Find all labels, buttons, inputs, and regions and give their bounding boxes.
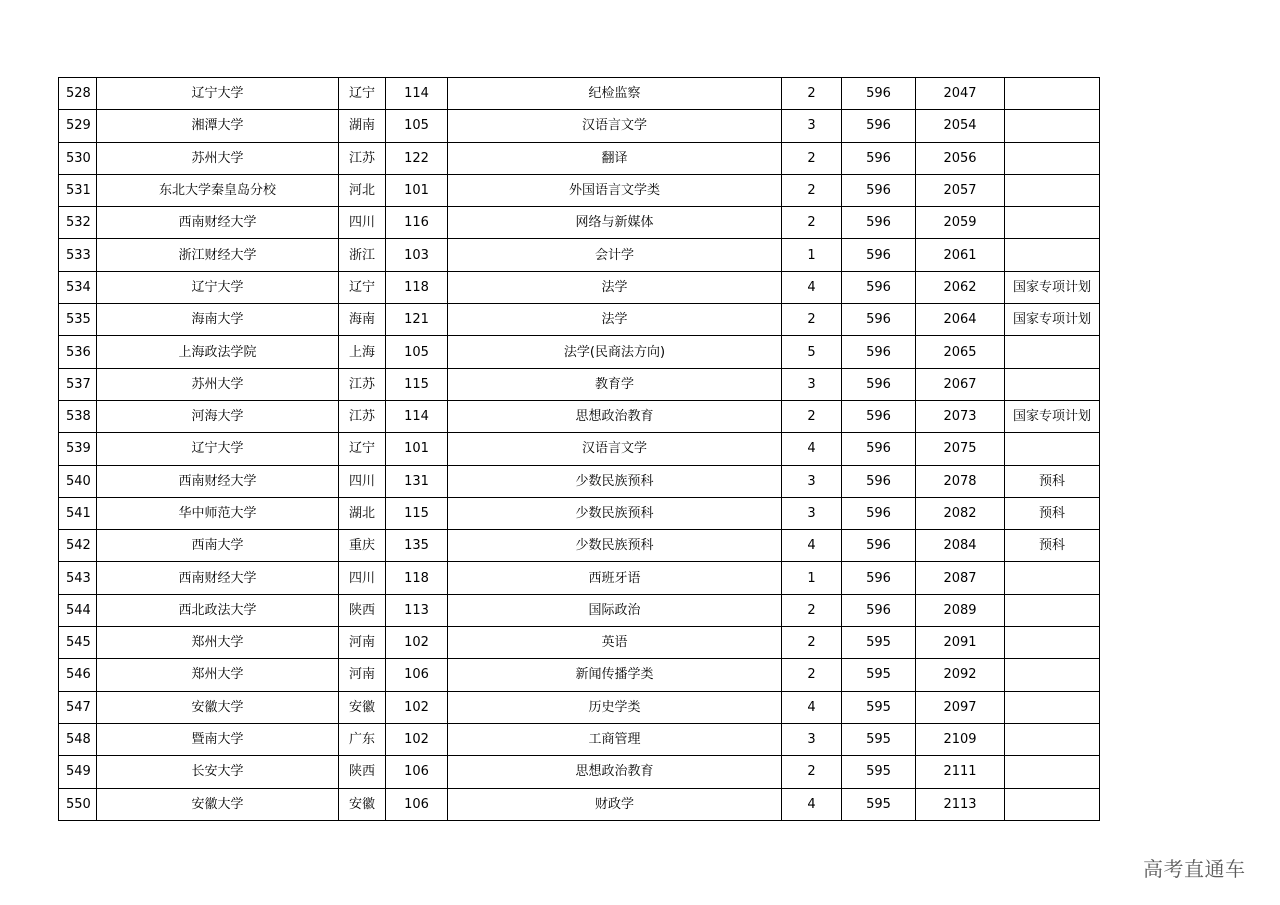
province-cell: 四川 — [339, 562, 386, 594]
score-cell: 596 — [842, 594, 916, 626]
province-cell: 河南 — [339, 659, 386, 691]
province-cell: 海南 — [339, 304, 386, 336]
major-cell: 法学 — [448, 304, 782, 336]
count-cell: 3 — [782, 110, 842, 142]
code-cell: 115 — [386, 368, 448, 400]
table-row — [59, 433, 1100, 465]
table-row — [59, 659, 1100, 691]
count-cell: 2 — [782, 304, 842, 336]
rank-cell: 2065 — [916, 336, 1005, 368]
rank-cell: 2111 — [916, 756, 1005, 788]
score-cell: 596 — [842, 174, 916, 206]
province-cell: 湖北 — [339, 497, 386, 529]
count-cell: 4 — [782, 691, 842, 723]
province-cell: 四川 — [339, 465, 386, 497]
university-cell: 西北政法大学 — [97, 594, 339, 626]
rank-cell: 2089 — [916, 594, 1005, 626]
table-row — [59, 756, 1100, 788]
rank-cell: 2109 — [916, 723, 1005, 755]
rank-cell: 2057 — [916, 174, 1005, 206]
score-cell: 596 — [842, 465, 916, 497]
province-cell: 安徽 — [339, 691, 386, 723]
seq-cell: 550 — [59, 788, 97, 820]
seq-cell: 545 — [59, 627, 97, 659]
major-cell: 汉语言文学 — [448, 110, 782, 142]
note-cell: 预科 — [1005, 497, 1100, 529]
rank-cell: 2075 — [916, 433, 1005, 465]
note-cell — [1005, 691, 1100, 723]
major-cell: 会计学 — [448, 239, 782, 271]
code-cell: 116 — [386, 207, 448, 239]
university-cell: 郑州大学 — [97, 627, 339, 659]
university-cell: 郑州大学 — [97, 659, 339, 691]
province-cell: 江苏 — [339, 400, 386, 432]
province-cell: 陕西 — [339, 756, 386, 788]
table-row — [59, 239, 1100, 271]
note-cell: 预科 — [1005, 465, 1100, 497]
count-cell: 3 — [782, 465, 842, 497]
seq-cell: 533 — [59, 239, 97, 271]
province-cell: 河南 — [339, 627, 386, 659]
watermark-text: 高考直通车 — [1143, 857, 1246, 881]
count-cell: 3 — [782, 368, 842, 400]
score-cell: 596 — [842, 78, 916, 110]
major-cell: 工商管理 — [448, 723, 782, 755]
rank-cell: 2084 — [916, 530, 1005, 562]
code-cell: 106 — [386, 659, 448, 691]
rank-cell: 2062 — [916, 271, 1005, 303]
province-cell: 陕西 — [339, 594, 386, 626]
code-cell: 103 — [386, 239, 448, 271]
rank-cell: 2113 — [916, 788, 1005, 820]
code-cell: 101 — [386, 433, 448, 465]
seq-cell: 529 — [59, 110, 97, 142]
province-cell: 四川 — [339, 207, 386, 239]
seq-cell: 537 — [59, 368, 97, 400]
count-cell: 2 — [782, 594, 842, 626]
table-row — [59, 78, 1100, 110]
code-cell: 102 — [386, 691, 448, 723]
note-cell — [1005, 239, 1100, 271]
score-cell: 596 — [842, 304, 916, 336]
code-cell: 118 — [386, 562, 448, 594]
seq-cell: 548 — [59, 723, 97, 755]
major-cell: 历史学类 — [448, 691, 782, 723]
code-cell: 105 — [386, 336, 448, 368]
province-cell: 河北 — [339, 174, 386, 206]
table-row — [59, 497, 1100, 529]
major-cell: 教育学 — [448, 368, 782, 400]
count-cell: 2 — [782, 174, 842, 206]
code-cell: 122 — [386, 142, 448, 174]
table-row — [59, 627, 1100, 659]
code-cell: 102 — [386, 627, 448, 659]
note-cell — [1005, 562, 1100, 594]
table-row — [59, 304, 1100, 336]
note-cell — [1005, 174, 1100, 206]
seq-cell: 530 — [59, 142, 97, 174]
major-cell: 国际政治 — [448, 594, 782, 626]
score-cell: 595 — [842, 627, 916, 659]
count-cell: 1 — [782, 562, 842, 594]
code-cell: 121 — [386, 304, 448, 336]
university-cell: 东北大学秦皇岛分校 — [97, 174, 339, 206]
university-cell: 浙江财经大学 — [97, 239, 339, 271]
count-cell: 4 — [782, 271, 842, 303]
province-cell: 辽宁 — [339, 78, 386, 110]
count-cell: 4 — [782, 788, 842, 820]
university-cell: 辽宁大学 — [97, 271, 339, 303]
table-row — [59, 465, 1100, 497]
table-row — [59, 400, 1100, 432]
score-cell: 596 — [842, 239, 916, 271]
count-cell: 2 — [782, 659, 842, 691]
university-cell: 辽宁大学 — [97, 78, 339, 110]
table-row — [59, 207, 1100, 239]
seq-cell: 543 — [59, 562, 97, 594]
note-cell — [1005, 723, 1100, 755]
rank-cell: 2082 — [916, 497, 1005, 529]
note-cell — [1005, 336, 1100, 368]
university-cell: 河海大学 — [97, 400, 339, 432]
major-cell: 少数民族预科 — [448, 497, 782, 529]
table-row — [59, 271, 1100, 303]
province-cell: 江苏 — [339, 368, 386, 400]
table-body — [59, 78, 1100, 821]
university-cell: 华中师范大学 — [97, 497, 339, 529]
count-cell: 1 — [782, 239, 842, 271]
university-cell: 西南财经大学 — [97, 207, 339, 239]
seq-cell: 535 — [59, 304, 97, 336]
score-cell: 595 — [842, 723, 916, 755]
note-cell — [1005, 207, 1100, 239]
rank-cell: 2047 — [916, 78, 1005, 110]
score-cell: 596 — [842, 530, 916, 562]
table-row — [59, 788, 1100, 820]
province-cell: 上海 — [339, 336, 386, 368]
major-cell: 外国语言文学类 — [448, 174, 782, 206]
major-cell: 纪检监察 — [448, 78, 782, 110]
seq-cell: 547 — [59, 691, 97, 723]
rank-cell: 2059 — [916, 207, 1005, 239]
rank-cell: 2087 — [916, 562, 1005, 594]
province-cell: 江苏 — [339, 142, 386, 174]
rank-cell: 2064 — [916, 304, 1005, 336]
note-cell: 预科 — [1005, 530, 1100, 562]
table-row — [59, 530, 1100, 562]
count-cell: 3 — [782, 497, 842, 529]
code-cell: 114 — [386, 400, 448, 432]
rank-cell: 2078 — [916, 465, 1005, 497]
university-cell: 辽宁大学 — [97, 433, 339, 465]
note-cell — [1005, 627, 1100, 659]
rank-cell: 2091 — [916, 627, 1005, 659]
code-cell: 106 — [386, 788, 448, 820]
table-row — [59, 142, 1100, 174]
table-row — [59, 723, 1100, 755]
score-cell: 595 — [842, 659, 916, 691]
major-cell: 翻译 — [448, 142, 782, 174]
university-cell: 苏州大学 — [97, 368, 339, 400]
count-cell: 2 — [782, 627, 842, 659]
note-cell — [1005, 594, 1100, 626]
score-cell: 596 — [842, 110, 916, 142]
count-cell: 4 — [782, 530, 842, 562]
seq-cell: 542 — [59, 530, 97, 562]
note-cell — [1005, 142, 1100, 174]
table-row — [59, 174, 1100, 206]
major-cell: 西班牙语 — [448, 562, 782, 594]
count-cell: 2 — [782, 400, 842, 432]
score-cell: 596 — [842, 207, 916, 239]
major-cell: 法学 — [448, 271, 782, 303]
note-cell — [1005, 78, 1100, 110]
code-cell: 106 — [386, 756, 448, 788]
seq-cell: 531 — [59, 174, 97, 206]
major-cell: 英语 — [448, 627, 782, 659]
count-cell: 3 — [782, 723, 842, 755]
major-cell: 新闻传播学类 — [448, 659, 782, 691]
score-cell: 595 — [842, 788, 916, 820]
university-cell: 安徽大学 — [97, 788, 339, 820]
score-cell: 596 — [842, 400, 916, 432]
score-cell: 595 — [842, 756, 916, 788]
count-cell: 2 — [782, 78, 842, 110]
province-cell: 浙江 — [339, 239, 386, 271]
seq-cell: 540 — [59, 465, 97, 497]
note-cell: 国家专项计划 — [1005, 271, 1100, 303]
table-row — [59, 368, 1100, 400]
seq-cell: 534 — [59, 271, 97, 303]
count-cell: 2 — [782, 207, 842, 239]
score-cell: 596 — [842, 271, 916, 303]
note-cell — [1005, 368, 1100, 400]
code-cell: 101 — [386, 174, 448, 206]
seq-cell: 536 — [59, 336, 97, 368]
note-cell: 国家专项计划 — [1005, 304, 1100, 336]
table-row — [59, 562, 1100, 594]
note-cell — [1005, 659, 1100, 691]
university-cell: 暨南大学 — [97, 723, 339, 755]
score-cell: 596 — [842, 497, 916, 529]
university-cell: 苏州大学 — [97, 142, 339, 174]
rank-cell: 2092 — [916, 659, 1005, 691]
province-cell: 广东 — [339, 723, 386, 755]
rank-cell: 2061 — [916, 239, 1005, 271]
code-cell: 131 — [386, 465, 448, 497]
score-cell: 595 — [842, 691, 916, 723]
rank-cell: 2067 — [916, 368, 1005, 400]
province-cell: 辽宁 — [339, 271, 386, 303]
major-cell: 法学(民商法方向) — [448, 336, 782, 368]
seq-cell: 541 — [59, 497, 97, 529]
code-cell: 115 — [386, 497, 448, 529]
code-cell: 114 — [386, 78, 448, 110]
seq-cell: 546 — [59, 659, 97, 691]
note-cell — [1005, 110, 1100, 142]
seq-cell: 532 — [59, 207, 97, 239]
count-cell: 5 — [782, 336, 842, 368]
major-cell: 财政学 — [448, 788, 782, 820]
seq-cell: 539 — [59, 433, 97, 465]
university-cell: 长安大学 — [97, 756, 339, 788]
seq-cell: 538 — [59, 400, 97, 432]
score-cell: 596 — [842, 433, 916, 465]
table-row — [59, 691, 1100, 723]
count-cell: 4 — [782, 433, 842, 465]
code-cell: 102 — [386, 723, 448, 755]
university-cell: 上海政法学院 — [97, 336, 339, 368]
major-cell: 少数民族预科 — [448, 530, 782, 562]
code-cell: 135 — [386, 530, 448, 562]
province-cell: 重庆 — [339, 530, 386, 562]
major-cell: 思想政治教育 — [448, 756, 782, 788]
code-cell: 105 — [386, 110, 448, 142]
code-cell: 113 — [386, 594, 448, 626]
major-cell: 汉语言文学 — [448, 433, 782, 465]
seq-cell: 544 — [59, 594, 97, 626]
note-cell — [1005, 788, 1100, 820]
count-cell: 2 — [782, 142, 842, 174]
rank-cell: 2056 — [916, 142, 1005, 174]
university-cell: 安徽大学 — [97, 691, 339, 723]
note-cell — [1005, 756, 1100, 788]
rank-cell: 2054 — [916, 110, 1005, 142]
province-cell: 湖南 — [339, 110, 386, 142]
seq-cell: 549 — [59, 756, 97, 788]
university-cell: 西南大学 — [97, 530, 339, 562]
university-cell: 海南大学 — [97, 304, 339, 336]
count-cell: 2 — [782, 756, 842, 788]
score-cell: 596 — [842, 142, 916, 174]
province-cell: 安徽 — [339, 788, 386, 820]
university-cell: 西南财经大学 — [97, 465, 339, 497]
note-cell: 国家专项计划 — [1005, 400, 1100, 432]
university-cell: 西南财经大学 — [97, 562, 339, 594]
major-cell: 网络与新媒体 — [448, 207, 782, 239]
table-row — [59, 594, 1100, 626]
table-row — [59, 110, 1100, 142]
university-cell: 湘潭大学 — [97, 110, 339, 142]
province-cell: 辽宁 — [339, 433, 386, 465]
table-row — [59, 336, 1100, 368]
score-cell: 596 — [842, 336, 916, 368]
major-cell: 思想政治教育 — [448, 400, 782, 432]
rank-cell: 2073 — [916, 400, 1005, 432]
admission-table — [58, 77, 1100, 821]
score-cell: 596 — [842, 368, 916, 400]
major-cell: 少数民族预科 — [448, 465, 782, 497]
seq-cell: 528 — [59, 78, 97, 110]
score-cell: 596 — [842, 562, 916, 594]
rank-cell: 2097 — [916, 691, 1005, 723]
code-cell: 118 — [386, 271, 448, 303]
note-cell — [1005, 433, 1100, 465]
